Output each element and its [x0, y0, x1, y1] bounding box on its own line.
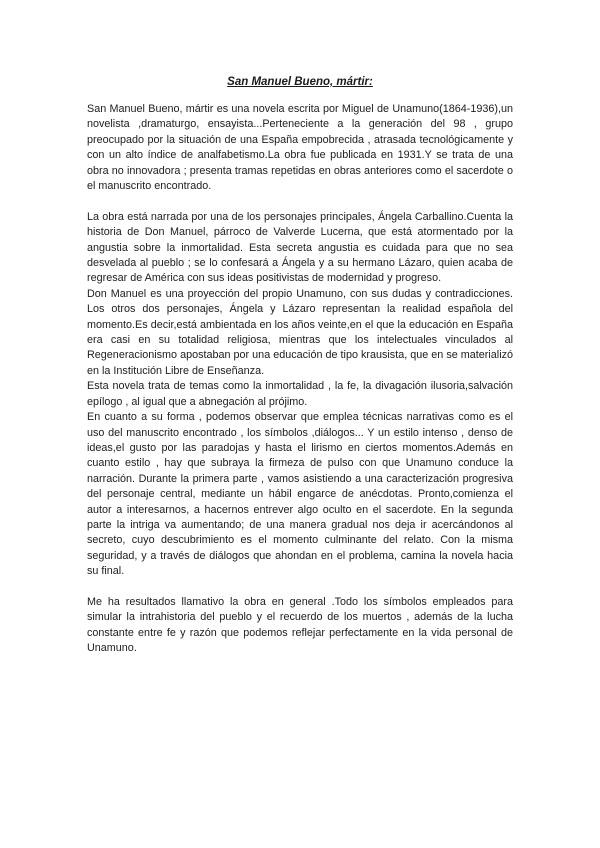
document-title: San Manuel Bueno, mártir:: [227, 76, 373, 88]
paragraph-narration: La obra está narrada por una de los personajes principales, Ángela Carballino.Cuenta la historia de Don Manuel, párroco de Valverde Lucerna, que está atormentado por la angustia sobre la inmortalidad. Esta secreta angustia es cuidada para que no sea desvelada al pueblo ; se lo confesará a Ángela y a su hermano Lázaro, quien acaba de regresar de América con sus ideas positivistas de modernidad y progreso.: [87, 210, 513, 285]
paragraph-introduction: San Manuel Bueno, mártir es una novela escrita por Miguel de Unamuno(1864-1936),un novelista ,dramaturgo, ensayista...Perteneciente a la generación del 98 , grupo preocupado por la situación de una España empobrecida , atrasada tecnológicamente y con un alto índice de analfabetismo.La obra fue publicada en 1931.Y se trata de una obra no innovadora ; presenta tramas repetidas en obras anteriores como el sacerdote o el manuscrito encontrado.: [87, 103, 513, 193]
paragraph-form: En cuanto a su forma , podemos observar que emplea técnicas narrativas como es el uso del manuscrito encontrado , los símbolos ,diálogos... Y un estilo intenso , denso de ideas,el gusto por las paradojas y hasta el lirismo en ciertos momentos.Además en cuanto estilo , hay que subraya la firmeza de pulso con que Unamuno conduce la narración. Durante la primera parte , vamos asistiendo a una caracterización progresiva del personaje central, mediante un hábil engarce de anécdotas. Pronto,comienza el autor a interesarnos, a hacernos entrever algo oculto en el sacerdote. En la segunda parte la intriga va aumentando; de una manera gradual nos deja ir acercándonos al secreto, cuyo descubrimiento es el momento culminante del relato. Con la misma seguridad, y a través de diálogos que ahondan en el problema, camina la novela hacia su final.: [87, 411, 513, 578]
paragraph-characters: Don Manuel es una proyección del propio Unamuno, con sus dudas y contradicciones. Los otros dos personajes, Ángela y Lázaro representan la realidad española del momento.Es decir,está ambientada en los años veinte,en el que la educación en España era casi en su totalidad religiosa, mientras que los intelectuales vinculados al Regeneracionismo apostaban por una educación de tipo krausista, que en se materializó en la Institución Libre de Enseñanza.: [87, 287, 513, 377]
document-body: [87, 102, 513, 657]
paragraph-themes: Esta novela trata de temas como la inmortalidad , la fe, la divagación ilusoria,salvación epílogo , al igual que a abnegación al prójimo.: [87, 380, 513, 408]
paragraph-opinion: Me ha resultados llamativo la obra en general .Todo los símbolos empleados para simular la intrahistoria del pueblo y el recuerdo de los muertos , además de la lucha constante entre fe y razón que podemos reflejar perfectamente en la vida personal de Unamuno.: [87, 595, 513, 655]
